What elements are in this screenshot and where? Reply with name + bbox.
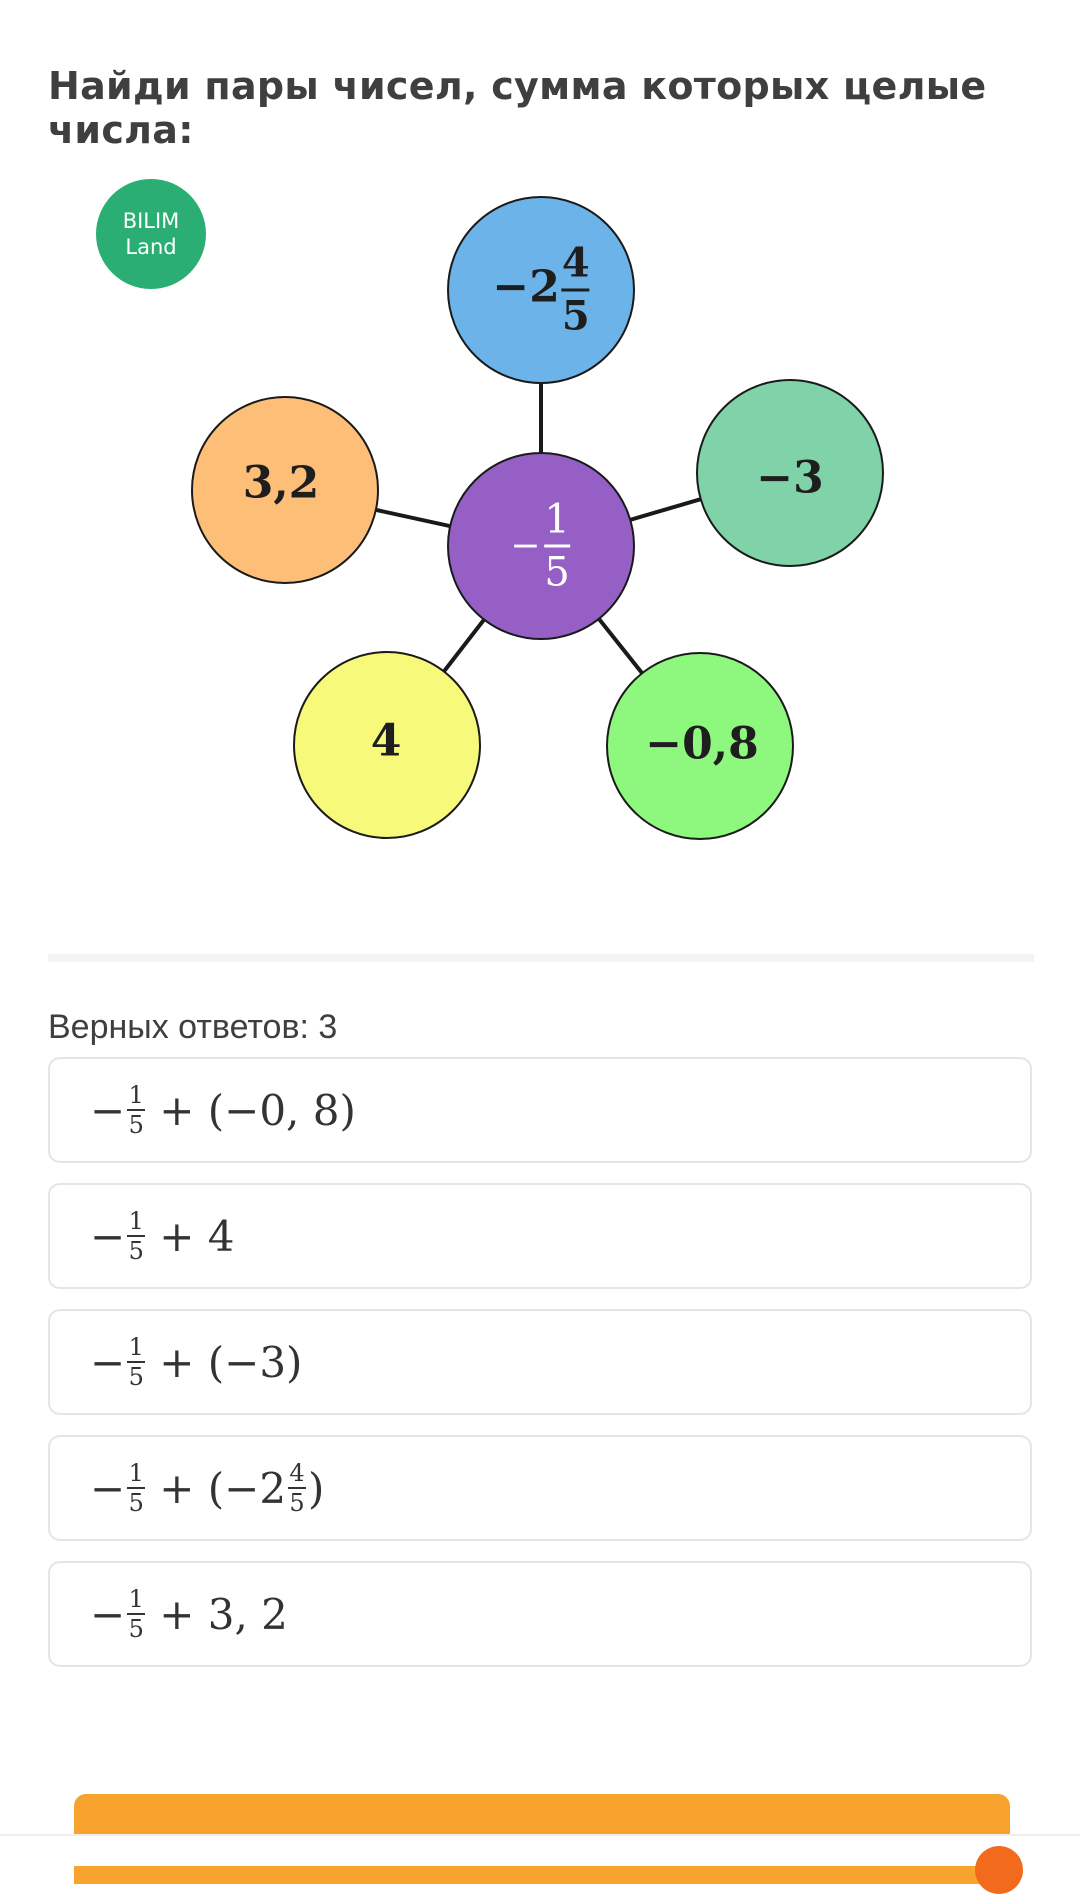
number-diagram — [0, 160, 1080, 880]
expr-tail: + (−0, 8) — [159, 1085, 356, 1135]
expr-sign: − — [90, 1085, 126, 1135]
answer-option-3[interactable] — [48, 1309, 1032, 1415]
option-expression — [90, 1335, 302, 1389]
node-center-num: 1 — [544, 496, 570, 543]
answer-option-5[interactable] — [48, 1561, 1032, 1667]
expr-tail: + 4 — [159, 1211, 235, 1261]
node-top-fraction — [561, 239, 590, 340]
expr-tail: + 3, 2 — [159, 1589, 288, 1639]
expr-sign: − — [90, 1463, 126, 1513]
node-top-num: 4 — [561, 239, 590, 287]
expr-fraction: 1 5 — [128, 1459, 144, 1517]
node-right-label: −3 — [756, 452, 824, 504]
node-bottom-left-label: 4 — [370, 715, 402, 767]
expr-sign: − — [90, 1589, 126, 1639]
correct-answers-count: Верных ответов: 3 — [48, 1008, 338, 1046]
logo-line1: BILIM — [122, 209, 180, 233]
logo-line2: Land — [125, 235, 177, 259]
node-center-fraction — [544, 496, 570, 596]
expr-fraction: 1 5 — [128, 1333, 144, 1391]
answer-option-4[interactable] — [48, 1435, 1032, 1541]
node-center-sign: − — [510, 525, 541, 567]
option-expression — [90, 1083, 356, 1137]
option-expression — [90, 1461, 324, 1515]
node-center-den: 5 — [544, 549, 570, 596]
node-left-label: 3,2 — [242, 457, 320, 509]
answer-option-2[interactable] — [48, 1183, 1032, 1289]
expr-tail: + (−3) — [159, 1337, 303, 1387]
expr-sign: − — [90, 1211, 126, 1261]
answer-option-1[interactable] — [48, 1057, 1032, 1163]
bottom-bar — [0, 1834, 1080, 1866]
option-expression — [90, 1209, 234, 1263]
expr-fraction: 1 5 — [128, 1207, 144, 1265]
help-button[interactable] — [975, 1846, 1023, 1894]
expr-fraction: 1 5 — [128, 1081, 144, 1139]
question-title: Найди пары чисел, сумма которых целые числа: — [48, 64, 987, 152]
node-center-label — [510, 496, 570, 596]
option-expression — [90, 1587, 288, 1641]
expr-tail-end: ) — [308, 1463, 325, 1513]
node-bottom-right-label: −0,8 — [645, 718, 759, 770]
expr-tail: + (−2 — [159, 1463, 287, 1513]
expr-sign: − — [90, 1337, 126, 1387]
node-top-den: 5 — [561, 292, 590, 340]
expr-mixed-fraction: 4 5 — [289, 1459, 305, 1517]
node-top-label — [492, 239, 590, 340]
expr-fraction: 1 5 — [128, 1585, 144, 1643]
node-top-whole: −2 — [492, 261, 560, 313]
section-divider — [48, 954, 1034, 962]
